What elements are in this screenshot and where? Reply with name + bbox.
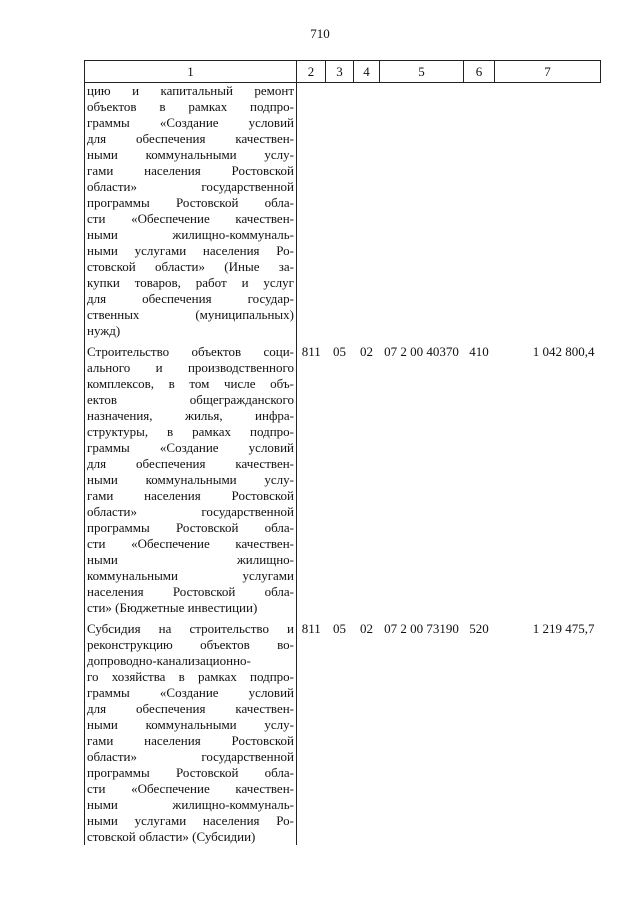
description-line: населения Ростовской обла- [87, 584, 294, 599]
description-line: цию и капитальный ремонт [87, 83, 294, 98]
header-col-1: 1 [85, 61, 297, 83]
table-row [85, 616, 601, 845]
cell-ministry-code: 811 [301, 621, 321, 636]
table-header [85, 61, 601, 83]
description-line: ектов общегражданского [87, 392, 294, 407]
description-line: программы Ростовской обла- [87, 195, 294, 210]
cell-ministry-code [297, 83, 326, 340]
description-line: коммунальными услугами [87, 568, 294, 583]
description-line: допроводно-канализационно- [87, 653, 251, 668]
description-line: для обеспечения качествен- [87, 131, 294, 146]
cell-target-article [380, 83, 464, 340]
cell-subsection-code [354, 83, 380, 340]
description-line: программы Ростовской обла- [87, 520, 294, 535]
description-line: граммы «Создание условий [87, 440, 294, 455]
header-col-5: 5 [380, 61, 464, 83]
description-line: области» государственной [87, 749, 294, 764]
description-line: граммы «Создание условий [87, 115, 294, 130]
description-line: реконструкцию объектов во- [87, 637, 294, 652]
description-line: гами населения Ростовской [87, 733, 294, 748]
description-line: сти» (Бюджетные инвестиции) [87, 600, 258, 615]
cell-subsection-code: 02 [360, 344, 373, 359]
cell-section-code [326, 83, 354, 340]
row-description [85, 83, 297, 340]
cell-amount: 1 219 475,7 [532, 621, 595, 636]
description-line: ными коммунальными услу- [87, 717, 294, 732]
cell-target-article: 07 2 00 73190 [384, 621, 459, 636]
description-line: Строительство объектов соци- [87, 344, 294, 359]
header-col-6: 6 [464, 61, 495, 83]
cell-section-code: 05 [333, 621, 346, 636]
description-line: ственных (муниципальных) [87, 307, 294, 322]
cell-amount [495, 83, 601, 340]
description-line: сти «Обеспечение качествен- [87, 781, 294, 796]
cell-amount: 1 042 800,4 [532, 344, 595, 359]
page-number: 710 [310, 26, 330, 41]
description-line: назначения, жилья, инфра- [87, 408, 294, 423]
description-line: стовской области» (Иные за- [87, 259, 294, 274]
table-row [85, 83, 601, 340]
cell-subsection-code: 02 [360, 621, 373, 636]
description-line: стовской области» (Субсидии) [87, 829, 256, 844]
description-line: области» государственной [87, 504, 294, 519]
description-line: сти «Обеспечение качествен- [87, 211, 294, 226]
description-line: Субсидия на строительство и [87, 621, 294, 636]
cell-expense-type: 410 [469, 344, 489, 359]
cell-ministry-code: 811 [301, 344, 321, 359]
description-line: купки товаров, работ и услуг [87, 275, 294, 290]
row-description [85, 339, 297, 616]
header-col-7: 7 [495, 61, 601, 83]
cell-target-article: 07 2 00 40370 [384, 344, 459, 359]
cell-expense-type [464, 83, 495, 340]
description-line: ального и производственного [87, 360, 294, 375]
header-col-2: 2 [297, 61, 326, 83]
header-col-4: 4 [354, 61, 380, 83]
description-line: сти «Обеспечение качествен- [87, 536, 294, 551]
table-body [85, 83, 601, 846]
description-line: для обеспечения качествен- [87, 701, 294, 716]
description-line: ными жилищно-коммуналь- [87, 227, 294, 242]
description-line: области» государственной [87, 179, 294, 194]
description-line: ными жилищно- [87, 552, 294, 567]
description-line: ными услугами населения Ро- [87, 243, 294, 258]
description-line: го хозяйства в рамках подпро- [87, 669, 294, 684]
description-line: комплексов, в том числе объ- [87, 376, 294, 391]
description-line: граммы «Создание условий [87, 685, 294, 700]
budget-table [84, 60, 601, 845]
description-line: гами населения Ростовской [87, 488, 294, 503]
row-description [85, 616, 297, 845]
description-line: ными коммунальными услу- [87, 472, 294, 487]
description-line: структуры, в рамках подпро- [87, 424, 294, 439]
description-line: нужд) [87, 323, 121, 338]
description-line: гами населения Ростовской [87, 163, 294, 178]
table-row [85, 339, 601, 616]
description-line: для обеспечения государ- [87, 291, 294, 306]
description-line: для обеспечения качествен- [87, 456, 294, 471]
header-col-3: 3 [326, 61, 354, 83]
description-line: ными услугами населения Ро- [87, 813, 294, 828]
description-line: объектов в рамках подпро- [87, 99, 294, 114]
cell-section-code: 05 [333, 344, 346, 359]
description-line: программы Ростовской обла- [87, 765, 294, 780]
cell-expense-type: 520 [469, 621, 489, 636]
description-line: ными жилищно-коммуналь- [87, 797, 294, 812]
description-line: ными коммунальными услу- [87, 147, 294, 162]
